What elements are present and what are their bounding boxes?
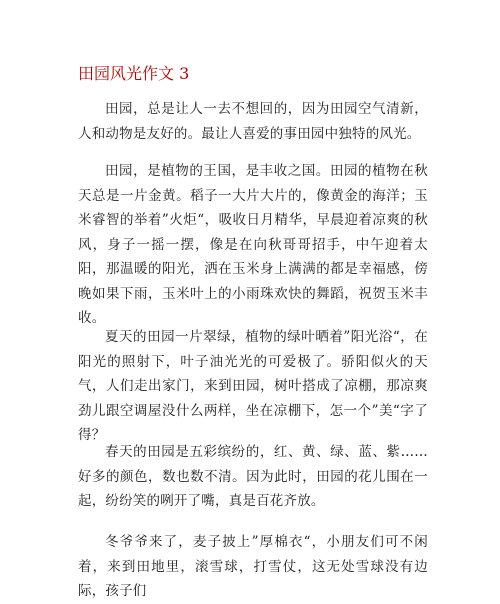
paragraph-spring: 春天的田园是五彩缤纷的，红、黄、绿、蓝、紫……好多的颜色，数也数不清。因为此时，田园的花儿围在一起，纷纷笑的咧开了嘴，真是百花齐放。 (78, 444, 428, 509)
document-title: 田园风光作文 3 (78, 64, 190, 83)
paragraph-winter: 冬爷爷来了，麦子披上”厚棉衣“，小朋友们可不闲着，来到田地里，滚雪球，打雪仗，这无处雪球没有边际，孩子们 (78, 534, 428, 599)
paragraph-intro: 田园，总是让人一去不想回的，因为田园空气清新，人和动物是友好的。最让人喜爱的事田园中独特的风光。 (78, 101, 428, 142)
paragraph-summer: 夏天的田园一片翠绿，植物的绿叶晒着”阳光浴“，在阳光的照射下，叶子油光光的可爱极了。骄阳似火的天气，人们走出家门，来到田园，树叶搭成了凉棚，那凉爽劲儿跟空调屋没什么两样，坐在凉棚下，怎一个”美“字了得？ (78, 329, 428, 443)
paragraph-autumn: 田园，是植物的王国，是丰收之国。田园的植物在秋天总是一片金黄。稻子一大片大片的，像黄金的海洋；玉米睿智的举着”火炬“，吸收日月精华，早晨迎着凉爽的秋风，身子一摇一摆，像是在向秋哥哥招手，中午迎着太阳，那温暖的阳光，洒在玉米身上满满的都是幸福感，傍晚如果下雨，玉米叶上的小雨珠欢快的舞蹈，祝贺玉米丰收。 (78, 163, 428, 326)
